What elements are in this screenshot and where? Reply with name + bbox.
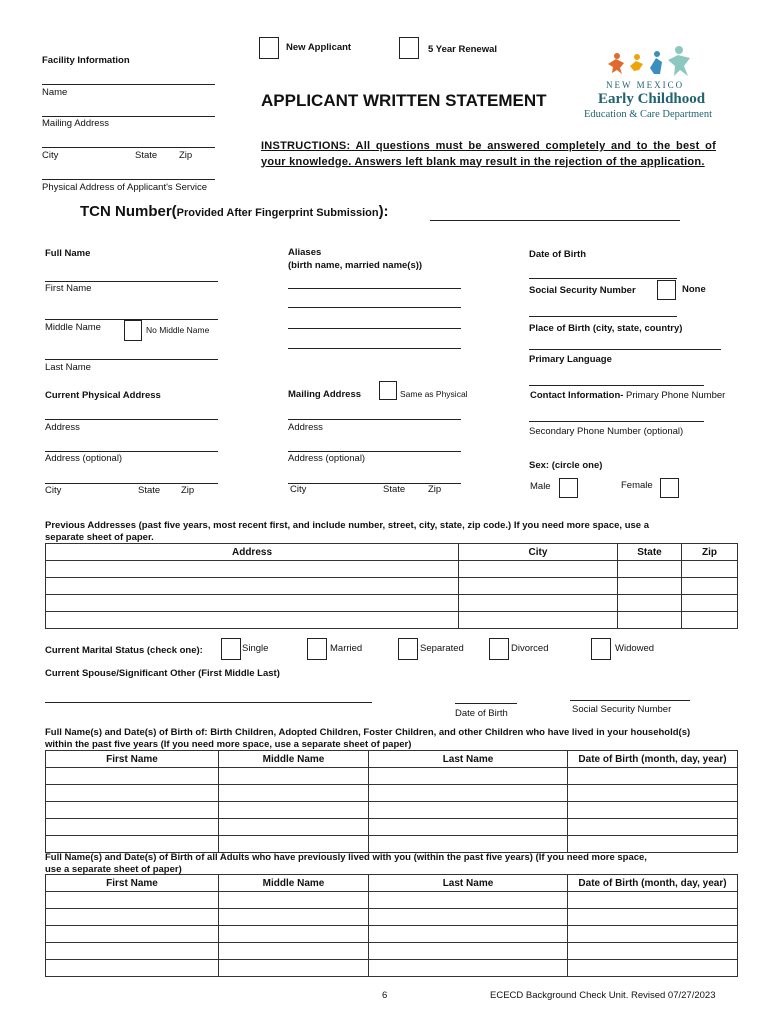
ssn-none-label: None [682, 284, 706, 295]
contact-row [530, 390, 725, 401]
full-name-heading: Full Name [45, 248, 91, 259]
table-cell[interactable] [46, 785, 219, 802]
table-cell[interactable] [369, 836, 568, 853]
facility-physical-line[interactable] [42, 179, 215, 180]
table-row [46, 561, 738, 578]
last-name-label: Last Name [45, 362, 91, 373]
new-applicant-checkbox[interactable] [259, 37, 279, 59]
table-cell[interactable] [219, 785, 369, 802]
current-zip-label: Zip [181, 485, 195, 496]
table-cell[interactable] [568, 926, 738, 943]
prev-address-text-2: separate sheet of paper. [45, 532, 154, 543]
table-cell[interactable] [682, 578, 738, 595]
tcn-label: TCN Number [80, 203, 172, 220]
table-cell[interactable] [46, 836, 219, 853]
table-cell[interactable] [46, 943, 219, 960]
table-row [46, 785, 738, 802]
table-cell[interactable] [369, 960, 568, 977]
table-cell[interactable] [219, 943, 369, 960]
female-label: Female [621, 480, 653, 491]
table-cell[interactable] [618, 561, 682, 578]
table-row [46, 595, 738, 612]
table-cell[interactable] [369, 819, 568, 836]
table-cell[interactable] [568, 943, 738, 960]
pob-heading: Place of Birth (city, state, country) [529, 323, 683, 334]
table-cell[interactable] [369, 926, 568, 943]
instructions: INSTRUCTIONS: All questions must be answered completely and to the best of your knowledge. Answers left blank may result in the rejection of the application. [261, 140, 716, 168]
table-row [46, 819, 738, 836]
adults-col-middle: Middle Name [219, 875, 369, 892]
married-checkbox[interactable] [307, 638, 327, 660]
current-city-line[interactable] [45, 483, 218, 484]
table-cell[interactable] [459, 578, 618, 595]
children-col-dob: Date of Birth (month, day, year) [568, 751, 738, 768]
no-middle-name-checkbox[interactable] [124, 320, 142, 341]
table-cell[interactable] [369, 892, 568, 909]
separated-checkbox[interactable] [398, 638, 418, 660]
table-cell[interactable] [568, 960, 738, 977]
prev-address-text-1: Previous Addresses (past five years, most recent first, and include number, street, city, state, zip code.) If you need more space, use a [45, 520, 649, 531]
female-checkbox[interactable] [660, 478, 679, 498]
current-city-label: City [45, 485, 62, 496]
table-cell[interactable] [618, 612, 682, 629]
table-cell[interactable] [219, 768, 369, 785]
alias-line-1[interactable] [288, 288, 461, 289]
table-cell[interactable] [568, 909, 738, 926]
children-col-middle: Middle Name [219, 751, 369, 768]
table-row [46, 943, 738, 960]
logo-state: NEW MEXICO [606, 80, 685, 90]
table-cell[interactable] [219, 909, 369, 926]
page-number: 6 [382, 990, 388, 1001]
language-heading: Primary Language [529, 354, 612, 365]
table-cell[interactable] [46, 819, 219, 836]
same-as-physical-checkbox[interactable] [379, 381, 397, 400]
adults-col-dob: Date of Birth (month, day, year) [568, 875, 738, 892]
alias-line-4[interactable] [288, 348, 461, 349]
table-cell[interactable] [219, 836, 369, 853]
table-cell[interactable] [219, 892, 369, 909]
prev-address-header-row [46, 544, 738, 561]
table-cell[interactable] [219, 819, 369, 836]
first-name-line[interactable] [45, 281, 218, 282]
table-cell[interactable] [369, 802, 568, 819]
facility-city-line[interactable] [42, 147, 215, 148]
tcn-note: Provided After Fingerprint Submission [176, 207, 379, 219]
adults-col-last: Last Name [369, 875, 568, 892]
mailing-address-opt-line[interactable] [288, 451, 461, 452]
dob-heading: Date of Birth [529, 249, 586, 260]
single-checkbox[interactable] [221, 638, 241, 660]
table-cell[interactable] [46, 768, 219, 785]
table-cell[interactable] [46, 561, 459, 578]
mailing-address-label: Address [288, 422, 323, 433]
mailing-address-heading: Mailing Address [288, 389, 362, 400]
facility-heading: Facility Information [42, 55, 130, 66]
table-cell[interactable] [369, 909, 568, 926]
revision-note: ECECD Background Check Unit. Revised 07/27/2023 [490, 990, 716, 1001]
contact-heading: Contact Information- [530, 390, 624, 401]
renewal-checkbox[interactable] [399, 37, 419, 59]
table-cell[interactable] [568, 892, 738, 909]
adults-col-first: First Name [46, 875, 219, 892]
facility-zip-label: Zip [179, 150, 193, 161]
table-cell[interactable] [568, 836, 738, 853]
first-name-label: First Name [45, 283, 92, 294]
table-cell[interactable] [46, 802, 219, 819]
prev-address-table [45, 543, 738, 629]
table-cell[interactable] [46, 960, 219, 977]
children-col-last: Last Name [369, 751, 568, 768]
table-row [46, 768, 738, 785]
table-cell[interactable] [46, 892, 219, 909]
table-cell[interactable] [682, 612, 738, 629]
table-cell[interactable] [618, 578, 682, 595]
tcn-paren-open: ( [171, 203, 177, 220]
divorced-label: Divorced [511, 643, 549, 654]
spouse-dob-line[interactable] [455, 703, 517, 704]
facility-mailing-line[interactable] [42, 116, 215, 117]
facility-name-line[interactable] [42, 84, 215, 85]
alias-line-3[interactable] [288, 328, 461, 329]
table-row [46, 960, 738, 977]
ssn-line[interactable] [529, 316, 677, 317]
table-cell[interactable] [219, 926, 369, 943]
pob-line[interactable] [529, 349, 721, 350]
table-cell[interactable] [682, 595, 738, 612]
sex-heading: Sex: (circle one) [529, 460, 603, 471]
spouse-ssn-line[interactable] [570, 700, 690, 701]
mailing-address-opt-label: Address (optional) [288, 453, 366, 464]
alias-line-2[interactable] [288, 307, 461, 308]
table-cell[interactable] [369, 943, 568, 960]
table-row [46, 836, 738, 853]
tcn-paren-close: ): [378, 203, 389, 220]
table-cell[interactable] [459, 595, 618, 612]
table-cell[interactable] [46, 595, 459, 612]
table-row [46, 926, 738, 943]
table-cell[interactable] [568, 768, 738, 785]
table-cell[interactable] [46, 926, 219, 943]
last-name-line[interactable] [45, 359, 218, 360]
current-state-label: State [138, 485, 161, 496]
logo-name: Early Childhood [598, 91, 706, 107]
mailing-state-label: State [383, 484, 406, 495]
male-checkbox[interactable] [559, 478, 578, 498]
table-row [46, 892, 738, 909]
adults-table [45, 874, 738, 977]
facility-mailing-label: Mailing Address [42, 118, 110, 129]
ssn-none-checkbox[interactable] [657, 280, 676, 300]
table-cell[interactable] [459, 561, 618, 578]
divorced-checkbox[interactable] [489, 638, 509, 660]
primary-phone-line[interactable] [529, 421, 704, 422]
spouse-ssn-label: Social Security Number [572, 704, 672, 715]
prev-address-col-address: Address [46, 544, 459, 561]
single-label: Single [242, 643, 269, 654]
table-row [46, 612, 738, 629]
table-cell[interactable] [568, 819, 738, 836]
dob-line[interactable] [529, 278, 677, 279]
widowed-checkbox[interactable] [591, 638, 611, 660]
children-col-first: First Name [46, 751, 219, 768]
table-row [46, 802, 738, 819]
adults-header-row [46, 875, 738, 892]
prev-address-col-city: City [459, 544, 618, 561]
separated-label: Separated [420, 643, 464, 654]
tcn-row [80, 203, 389, 221]
secondary-phone-label: Secondary Phone Number (optional) [529, 426, 684, 437]
children-text-1: Full Name(s) and Date(s) of Birth of: Birth Children, Adopted Children, Foster Children, and other Children who have lived in your household(s) [45, 727, 691, 738]
mailing-zip-label: Zip [428, 484, 442, 495]
table-cell[interactable] [46, 578, 459, 595]
table-cell[interactable] [459, 612, 618, 629]
same-as-physical-label: Same as Physical [400, 389, 468, 399]
current-address-line[interactable] [45, 419, 218, 420]
no-middle-name-label: No Middle Name [146, 325, 210, 335]
mailing-city-label: City [290, 484, 307, 495]
aliases-heading: Aliases [288, 247, 322, 258]
children-header-row [46, 751, 738, 768]
children-text-2: within the past five years (If you need more space, use a separate sheet of paper) [45, 739, 412, 750]
current-address-heading: Current Physical Address [45, 390, 161, 401]
tcn-input-line[interactable] [430, 220, 680, 221]
table-cell[interactable] [369, 768, 568, 785]
language-line[interactable] [529, 385, 704, 386]
primary-phone-label: Primary Phone Number [623, 390, 726, 401]
table-cell[interactable] [568, 802, 738, 819]
facility-state-label: State [135, 150, 158, 161]
adults-text-2: use a separate sheet of paper) [45, 864, 182, 875]
table-cell[interactable] [219, 960, 369, 977]
married-label: Married [330, 643, 363, 654]
new-applicant-label: New Applicant [286, 42, 352, 53]
spouse-label: Current Spouse/Significant Other (First Middle Last) [45, 668, 280, 679]
table-cell[interactable] [219, 802, 369, 819]
prev-address-col-state: State [618, 544, 682, 561]
table-cell[interactable] [46, 909, 219, 926]
children-table [45, 750, 738, 853]
adults-text-1: Full Name(s) and Date(s) of Birth of all Adults who have previously lived with you (within the past five years) (If you need more space, [45, 852, 647, 863]
mailing-address-line[interactable] [288, 419, 461, 420]
facility-city-label: City [42, 150, 59, 161]
facility-name-label: Name [42, 87, 68, 98]
aliases-note: (birth name, married name(s)) [288, 260, 423, 271]
table-cell[interactable] [682, 561, 738, 578]
current-address-opt-label: Address (optional) [45, 453, 123, 464]
prev-address-col-zip: Zip [682, 544, 738, 561]
current-address-label: Address [45, 422, 80, 433]
ecd-logo-icon [604, 44, 694, 78]
logo-dept: Education & Care Department [584, 109, 712, 120]
table-row [46, 909, 738, 926]
male-label: Male [530, 481, 551, 492]
page-title: APPLICANT WRITTEN STATEMENT [261, 91, 547, 110]
middle-name-label: Middle Name [45, 322, 101, 333]
widowed-label: Widowed [615, 643, 655, 654]
spouse-dob-label: Date of Birth [455, 708, 508, 719]
table-row [46, 578, 738, 595]
marital-status-label: Current Marital Status (check one): [45, 645, 203, 656]
table-cell[interactable] [568, 785, 738, 802]
spouse-name-line[interactable] [45, 702, 372, 703]
ssn-heading: Social Security Number [529, 285, 636, 296]
facility-physical-label: Physical Address of Applicant's Service [42, 182, 207, 193]
current-address-opt-line[interactable] [45, 451, 218, 452]
table-cell[interactable] [618, 595, 682, 612]
table-cell[interactable] [369, 785, 568, 802]
renewal-label: 5 Year Renewal [428, 44, 498, 55]
table-cell[interactable] [46, 612, 459, 629]
